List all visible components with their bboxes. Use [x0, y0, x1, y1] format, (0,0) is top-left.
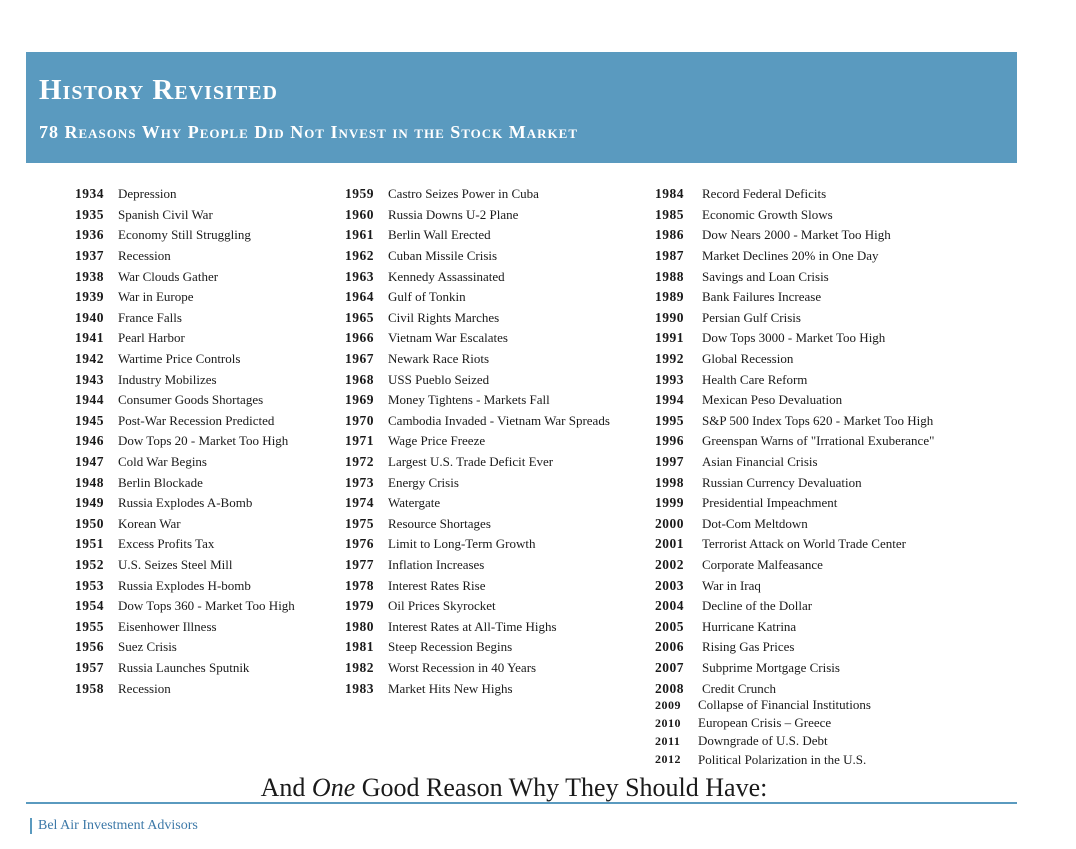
- entry-event: U.S. Seizes Steel Mill: [118, 556, 233, 572]
- entry-event: Downgrade of U.S. Debt: [698, 733, 828, 749]
- entry-year: 2003: [655, 577, 684, 593]
- closing-before: And: [260, 773, 312, 802]
- entry-year: 1956: [75, 639, 104, 655]
- entry-event: Castro Seizes Power in Cuba: [388, 186, 539, 202]
- entry-event: Market Hits New Highs: [388, 680, 513, 696]
- entry-event: Kennedy Assassinated: [388, 268, 505, 284]
- entry-year: 2006: [655, 639, 684, 655]
- entry-event: Cold War Begins: [118, 454, 207, 470]
- timeline-entry: [655, 658, 934, 679]
- entry-year: 1954: [75, 598, 104, 614]
- timeline-entry: [655, 411, 934, 432]
- entry-event: Russia Explodes A-Bomb: [118, 495, 253, 511]
- entry-year: 1986: [655, 227, 684, 243]
- timeline-entry: [655, 308, 934, 329]
- timeline-entry: [75, 390, 295, 411]
- timeline-entry: [75, 514, 295, 535]
- timeline-entry: [345, 472, 610, 493]
- entry-event: Spanish Civil War: [118, 206, 213, 222]
- timeline-entry: [655, 431, 934, 452]
- timeline-entry: [345, 678, 610, 699]
- timeline-entry: [75, 184, 295, 205]
- entry-event: Recession: [118, 680, 171, 696]
- entry-year: 1979: [345, 598, 374, 614]
- entry-event: Cambodia Invaded - Vietnam War Spreads: [388, 412, 610, 428]
- entry-event: Collapse of Financial Institutions: [698, 697, 871, 713]
- entry-event: Decline of the Dollar: [702, 598, 813, 614]
- entry-event: Dow Tops 360 - Market Too High: [118, 598, 295, 614]
- entry-year: 2005: [655, 618, 684, 634]
- entry-event: Savings and Loan Crisis: [702, 268, 829, 284]
- closing-emphasis: One: [311, 773, 356, 802]
- timeline-entry: [75, 349, 295, 370]
- entry-year: 2004: [655, 598, 684, 614]
- entry-event: Wartime Price Controls: [118, 351, 241, 367]
- entry-year: 2011: [655, 733, 681, 748]
- timeline-entry: [655, 328, 934, 349]
- timeline-entry: [345, 205, 610, 226]
- entry-year: 1955: [75, 618, 104, 634]
- entry-year: 1991: [655, 330, 684, 346]
- entry-event: War in Iraq: [702, 577, 761, 593]
- entry-event: Depression: [118, 186, 177, 202]
- entry-event: Pearl Harbor: [118, 330, 185, 346]
- timeline-entry: [655, 555, 934, 576]
- entry-year: 2010: [655, 715, 681, 730]
- timeline-entry: [655, 390, 934, 411]
- entry-year: 1974: [345, 495, 374, 511]
- entry-year: 1951: [75, 536, 104, 552]
- entry-event: Cuban Missile Crisis: [388, 248, 498, 264]
- entry-year: 1994: [655, 392, 684, 408]
- entry-event: Dow Tops 3000 - Market Too High: [702, 330, 886, 346]
- entry-event: European Crisis – Greece: [698, 715, 832, 731]
- entry-event: Corporate Malfeasance: [702, 556, 823, 572]
- timeline-entry: [345, 637, 610, 658]
- entry-event: France Falls: [118, 309, 182, 325]
- timeline-entry: [75, 369, 295, 390]
- entry-year: 1947: [75, 454, 104, 470]
- timeline-entry: [75, 678, 295, 699]
- page-subtitle: 78 Reasons Why People Did Not Invest in the Stock Market: [39, 122, 579, 142]
- entry-year: 1971: [345, 433, 374, 449]
- timeline-entry: [345, 308, 610, 329]
- entry-event: Dot-Com Meltdown: [702, 515, 808, 531]
- timeline-entry: [75, 246, 295, 267]
- page-title: History Revisited: [39, 74, 278, 106]
- entry-event: USS Pueblo Seized: [388, 371, 490, 387]
- entry-year: 1939: [75, 289, 104, 305]
- entry-event: Energy Crisis: [388, 474, 459, 490]
- entry-event: Mexican Peso Devaluation: [702, 392, 843, 408]
- entry-year: 1940: [75, 309, 104, 325]
- entry-event: Market Declines 20% in One Day: [702, 248, 879, 264]
- entry-year: 1992: [655, 351, 684, 367]
- entry-event: Gulf of Tonkin: [388, 289, 466, 305]
- timeline-entry: [75, 225, 295, 246]
- entry-event: Bank Failures Increase: [702, 289, 822, 305]
- timeline-entry: [655, 696, 871, 714]
- entry-year: 1941: [75, 330, 104, 346]
- timeline-column-3: [655, 184, 934, 699]
- timeline-entry: [75, 287, 295, 308]
- timeline-entry: [75, 328, 295, 349]
- entry-event: Dow Nears 2000 - Market Too High: [702, 227, 891, 243]
- entry-year: 1945: [75, 412, 104, 428]
- entry-event: Political Polarization in the U.S.: [698, 751, 867, 767]
- entry-event: Presidential Impeachment: [702, 495, 838, 511]
- entry-event: Berlin Blockade: [118, 474, 203, 490]
- entry-year: 1935: [75, 206, 104, 222]
- entry-event: Economy Still Struggling: [118, 227, 251, 243]
- timeline-entry: [75, 596, 295, 617]
- entry-year: 1977: [345, 556, 374, 572]
- closing-after: Good Reason Why They Should Have:: [355, 773, 768, 802]
- entry-year: 1998: [655, 474, 684, 490]
- entry-year: 1975: [345, 515, 374, 531]
- entry-year: 1989: [655, 289, 684, 305]
- entry-year: 1966: [345, 330, 374, 346]
- entry-year: 1976: [345, 536, 374, 552]
- entry-year: 1993: [655, 371, 684, 387]
- timeline-entry: [75, 493, 295, 514]
- entry-year: 1950: [75, 515, 104, 531]
- entry-event: Excess Profits Tax: [118, 536, 215, 552]
- entry-year: 2002: [655, 556, 684, 572]
- timeline-entry: [655, 616, 934, 637]
- entry-event: Russia Downs U-2 Plane: [388, 206, 519, 222]
- entry-event: Credit Crunch: [702, 680, 777, 696]
- entry-year: 1962: [345, 248, 374, 264]
- timeline-entry: [345, 514, 610, 535]
- timeline-entry: [345, 616, 610, 637]
- entry-event: Terrorist Attack on World Trade Center: [702, 536, 906, 552]
- timeline-entry: [345, 411, 610, 432]
- entry-event: Industry Mobilizes: [118, 371, 217, 387]
- timeline-entry: [655, 596, 934, 617]
- entry-event: Resource Shortages: [388, 515, 491, 531]
- entry-year: 1952: [75, 556, 104, 572]
- entry-event: Consumer Goods Shortages: [118, 392, 264, 408]
- timeline-entry: [655, 472, 934, 493]
- timeline-entry: [655, 225, 934, 246]
- entry-event: Civil Rights Marches: [388, 309, 500, 325]
- entry-event: War Clouds Gather: [118, 268, 219, 284]
- entry-year: 1937: [75, 248, 104, 264]
- timeline-entry: [75, 616, 295, 637]
- entry-year: 1948: [75, 474, 104, 490]
- entry-year: 1999: [655, 495, 684, 511]
- timeline-entry: [75, 266, 295, 287]
- entry-year: 1964: [345, 289, 374, 305]
- timeline-entry: [655, 493, 934, 514]
- timeline-entry: [655, 452, 934, 473]
- timeline-entry: [345, 555, 610, 576]
- entry-event: Greenspan Warns of "Irrational Exuberance": [702, 433, 935, 449]
- entry-event: Money Tightens - Markets Fall: [388, 392, 550, 408]
- entry-event: S&P 500 Index Tops 620 - Market Too High: [702, 412, 934, 428]
- entry-event: Vietnam War Escalates: [388, 330, 508, 346]
- entry-year: 2001: [655, 536, 684, 552]
- entry-event: Russia Explodes H-bomb: [118, 577, 251, 593]
- entry-year: 1997: [655, 454, 684, 470]
- entry-year: 1953: [75, 577, 104, 593]
- timeline-entry: [345, 184, 610, 205]
- entry-year: 1980: [345, 618, 374, 634]
- entry-event: Russian Currency Devaluation: [702, 474, 862, 490]
- timeline-entry: [345, 328, 610, 349]
- timeline-entry: [345, 493, 610, 514]
- entry-event: Dow Tops 20 - Market Too High: [118, 433, 289, 449]
- entry-event: Suez Crisis: [118, 639, 177, 655]
- entry-event: Korean War: [118, 515, 181, 531]
- timeline-entry: [345, 225, 610, 246]
- timeline-entry: [75, 534, 295, 555]
- company-name: Bel Air Investment Advisors: [38, 818, 198, 833]
- closing-statement: [0, 775, 1076, 801]
- entry-event: Economic Growth Slows: [702, 206, 833, 222]
- entry-year: 1995: [655, 412, 684, 428]
- entry-year: 1949: [75, 495, 104, 511]
- entry-event: Oil Prices Skyrocket: [388, 598, 496, 614]
- entry-year: 2012: [655, 752, 681, 767]
- timeline-entry: [75, 555, 295, 576]
- entry-event: Russia Launches Sputnik: [118, 659, 250, 675]
- timeline-entry: [345, 596, 610, 617]
- timeline-entry: [75, 575, 295, 596]
- entry-event: Berlin Wall Erected: [388, 227, 491, 243]
- entry-year: 1970: [345, 412, 374, 428]
- entry-event: Record Federal Deficits: [702, 186, 827, 202]
- entry-year: 1984: [655, 186, 684, 202]
- entry-event: Interest Rates at All-Time Highs: [388, 618, 557, 634]
- timeline-entry: [655, 205, 934, 226]
- entry-year: 1958: [75, 680, 104, 696]
- timeline-extra-entries: [655, 696, 871, 769]
- timeline-entry: [75, 472, 295, 493]
- timeline-entry: [655, 369, 934, 390]
- entry-year: 1978: [345, 577, 374, 593]
- entry-event: Global Recession: [702, 351, 794, 367]
- timeline-entry: [345, 658, 610, 679]
- entry-year: 1959: [345, 186, 374, 202]
- entry-event: Watergate: [388, 495, 441, 511]
- timeline-entry: [345, 431, 610, 452]
- entry-year: 1981: [345, 639, 374, 655]
- entry-year: 1938: [75, 268, 104, 284]
- timeline-column-2: [345, 184, 610, 699]
- timeline-entry: [345, 534, 610, 555]
- entry-year: 2000: [655, 515, 684, 531]
- entry-year: 1968: [345, 371, 374, 387]
- entry-year: 1943: [75, 371, 104, 387]
- timeline-entry: [75, 431, 295, 452]
- entry-event: Worst Recession in 40 Years: [388, 659, 537, 675]
- entry-event: Subprime Mortgage Crisis: [702, 659, 840, 675]
- entry-event: Interest Rates Rise: [388, 577, 486, 593]
- entry-year: 1934: [75, 186, 104, 202]
- entry-year: 1987: [655, 248, 684, 264]
- timeline-entry: [655, 534, 934, 555]
- timeline-entry: [75, 452, 295, 473]
- timeline-entry: [345, 349, 610, 370]
- entry-event: Recession: [118, 248, 171, 264]
- entry-event: Steep Recession Begins: [388, 639, 513, 655]
- timeline-entry: [75, 637, 295, 658]
- entry-year: 1957: [75, 659, 104, 675]
- timeline-entry: [655, 246, 934, 267]
- timeline-column-1: [75, 184, 295, 699]
- timeline-entry: [655, 714, 871, 732]
- timeline-entry: [75, 205, 295, 226]
- timeline-entry: [655, 287, 934, 308]
- timeline-entry: [655, 637, 934, 658]
- timeline-entry: [655, 184, 934, 205]
- entry-event: Eisenhower Illness: [118, 618, 217, 634]
- timeline-entry: [345, 369, 610, 390]
- footer: [30, 818, 198, 834]
- timeline-entry: [345, 575, 610, 596]
- entry-event: Inflation Increases: [388, 556, 485, 572]
- entry-year: 2008: [655, 680, 684, 696]
- entry-event: Health Care Reform: [702, 371, 808, 387]
- entry-year: 1963: [345, 268, 374, 284]
- entry-year: 1942: [75, 351, 104, 367]
- timeline-entry: [345, 390, 610, 411]
- entry-year: 1973: [345, 474, 374, 490]
- entry-event: Post-War Recession Predicted: [118, 412, 275, 428]
- entry-year: 1982: [345, 659, 374, 675]
- entry-event: Largest U.S. Trade Deficit Ever: [388, 454, 554, 470]
- entry-year: 1990: [655, 309, 684, 325]
- entry-event: Asian Financial Crisis: [702, 454, 818, 470]
- timeline-entry: [655, 575, 934, 596]
- entry-year: 1965: [345, 309, 374, 325]
- timeline-entry: [655, 266, 934, 287]
- entry-year: 1969: [345, 392, 374, 408]
- entry-year: 1985: [655, 206, 684, 222]
- entry-year: 1967: [345, 351, 374, 367]
- entry-year: 1961: [345, 227, 374, 243]
- timeline-entry: [655, 732, 871, 750]
- entry-year: 1946: [75, 433, 104, 449]
- entry-year: 2009: [655, 697, 681, 712]
- footer-divider: [26, 802, 1017, 804]
- timeline-entry: [655, 514, 934, 535]
- entry-event: Hurricane Katrina: [702, 618, 797, 634]
- timeline-entry: [345, 287, 610, 308]
- entry-year: 1960: [345, 206, 374, 222]
- timeline-entry: [345, 266, 610, 287]
- entry-year: 1988: [655, 268, 684, 284]
- entry-event: Persian Gulf Crisis: [702, 309, 801, 325]
- entry-event: Rising Gas Prices: [702, 639, 795, 655]
- logo-mark-icon: [30, 818, 32, 834]
- timeline-entry: [655, 349, 934, 370]
- entry-year: 1996: [655, 433, 684, 449]
- timeline-entry: [75, 658, 295, 679]
- timeline-entry: [75, 411, 295, 432]
- entry-year: 1944: [75, 392, 104, 408]
- entry-event: Newark Race Riots: [388, 351, 490, 367]
- entry-year: 1983: [345, 680, 374, 696]
- timeline-entry: [75, 308, 295, 329]
- entry-year: 1972: [345, 454, 374, 470]
- title-banner: [26, 52, 1017, 163]
- timeline-entry: [345, 246, 610, 267]
- entry-event: War in Europe: [118, 289, 194, 305]
- entry-year: 1936: [75, 227, 104, 243]
- entry-event: Limit to Long-Term Growth: [388, 536, 536, 552]
- timeline-entry: [345, 452, 610, 473]
- timeline-entry: [655, 751, 871, 769]
- entry-event: Wage Price Freeze: [388, 433, 486, 449]
- entry-year: 2007: [655, 659, 684, 675]
